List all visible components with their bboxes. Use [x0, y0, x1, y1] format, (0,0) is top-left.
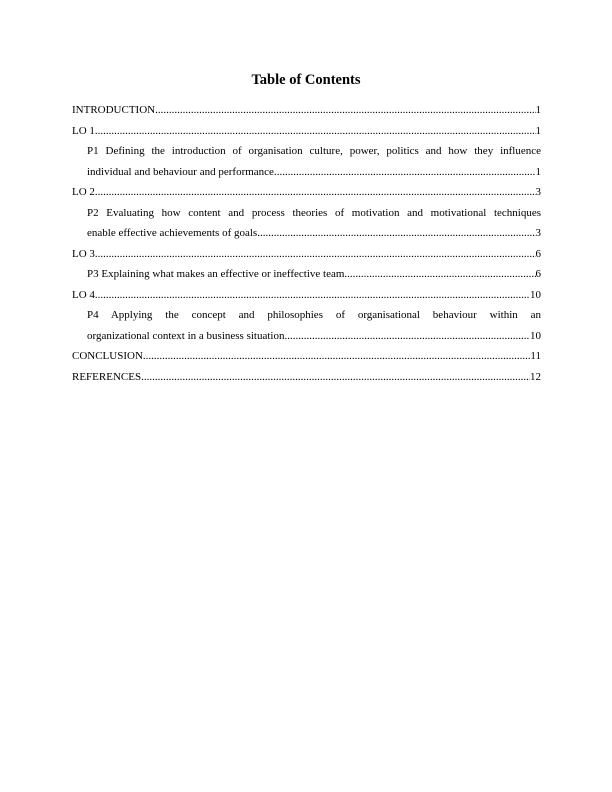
toc-entry-page: 11 — [530, 350, 541, 362]
toc-entry-label: LO 2 — [72, 186, 95, 198]
toc-entry-page: 10 — [530, 288, 541, 301]
toc-entry-lo2[interactable] — [72, 182, 541, 203]
toc-entry-label: INTRODUCTION — [72, 104, 156, 116]
toc-entry-page: 3 — [535, 186, 541, 198]
dot-leader — [143, 346, 531, 367]
toc-entry-label: organizational context in a business situation. — [87, 329, 288, 342]
dot-leader — [95, 244, 536, 265]
toc-entry-p2[interactable] — [72, 223, 541, 244]
dot-leader — [155, 100, 535, 121]
toc-entry-p4-first-line[interactable]: P4 Applying the concept and philosophies of organisational behaviour within an — [87, 309, 541, 321]
toc-entry-label: LO 4 — [72, 288, 95, 301]
toc-entry-p4[interactable] — [72, 326, 541, 347]
toc-entry-p1-first-line[interactable]: P1 Defining the introduction of organisation culture, power, politics and how they influence — [87, 145, 541, 157]
toc-entry-references[interactable] — [72, 367, 541, 388]
toc-entry-page: 10 — [530, 329, 541, 342]
dot-leader — [260, 223, 536, 244]
toc-entry-page: 1 — [535, 104, 541, 116]
toc-entry-introduction[interactable] — [72, 100, 541, 121]
toc-entry-p1[interactable] — [72, 162, 541, 183]
dot-leader — [95, 182, 536, 203]
dot-leader — [287, 326, 530, 347]
table-of-contents — [72, 100, 541, 387]
toc-entry-page: 3 — [535, 227, 541, 239]
dot-leader — [141, 367, 530, 388]
toc-entry-p3[interactable] — [72, 264, 541, 285]
toc-entry-page: 1 — [535, 165, 541, 178]
toc-title: Table of Contents — [251, 72, 361, 88]
toc-entry-label: enable effective achievements of goals. — [87, 227, 260, 239]
toc-entry-page: 1 — [535, 124, 541, 137]
toc-entry-p2-first-line[interactable]: P2 Evaluating how content and process theories of motivation and motivational techniques — [87, 206, 541, 219]
toc-entry-label: individual and behaviour and performance. — [87, 165, 277, 178]
toc-entry-label: REFERENCES — [72, 370, 142, 383]
toc-entry-page: 6 — [535, 247, 541, 260]
toc-entry-page: 12 — [530, 370, 541, 383]
dot-leader — [95, 285, 530, 306]
toc-entry-conclusion[interactable] — [72, 346, 541, 367]
toc-entry-label: LO 3 — [72, 247, 95, 260]
toc-entry-label: CONCLUSION — [72, 350, 143, 362]
dot-leader — [95, 121, 536, 142]
toc-entry-lo4[interactable] — [72, 285, 541, 306]
toc-entry-lo3[interactable] — [72, 244, 541, 265]
toc-entry-lo1[interactable] — [72, 121, 541, 142]
dot-leader — [347, 264, 535, 285]
toc-entry-page: 6 — [535, 268, 541, 280]
dot-leader — [277, 162, 536, 183]
toc-entry-label: P3 Explaining what makes an effective or ineffective team. — [87, 268, 348, 280]
toc-entry-label: LO 1 — [72, 124, 95, 137]
